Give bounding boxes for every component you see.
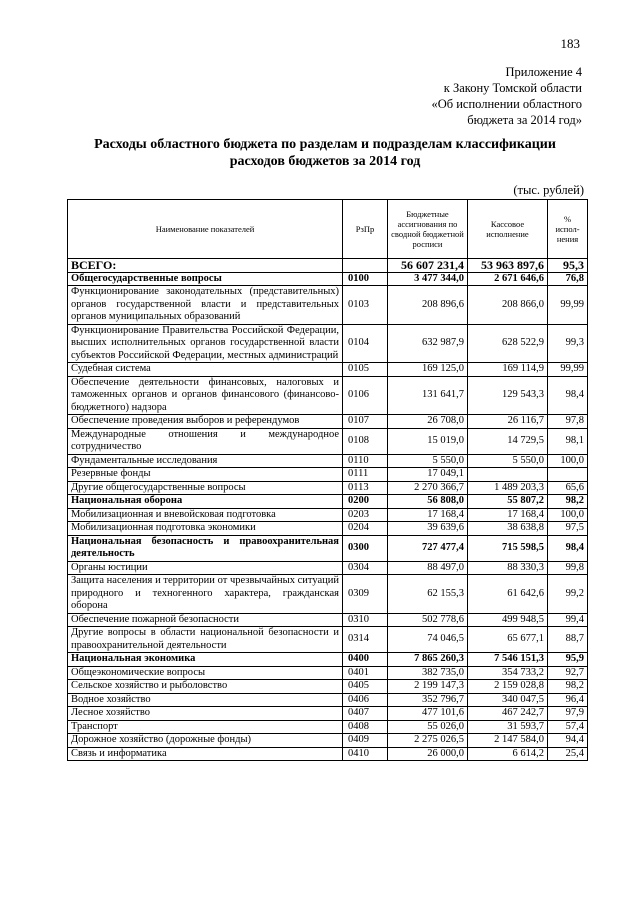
table-row [68,535,588,561]
cell-assigned: 352 796,7 [388,693,468,707]
cell-cash [468,468,548,482]
cell-code: 0104 [343,324,388,363]
cell-percent: 96,4 [548,693,588,707]
cell-assigned: 477 101,6 [388,707,468,721]
header-cash: Кассовое исполнение [468,200,548,259]
cell-cash: 208 866,0 [468,286,548,325]
cell-code: 0111 [343,468,388,482]
cell-assigned: 55 026,0 [388,720,468,734]
title-line: Расходы областного бюджета по разделам и подразделам классификации [94,137,556,152]
title-line: расходов бюджетов за 2014 год [229,154,421,169]
cell-cash: 17 168,4 [468,508,548,522]
cell-assigned: 74 046,5 [388,627,468,653]
cell-percent: 99,99 [548,286,588,325]
cell-name: Водное хозяйство [68,693,343,707]
table-row [68,561,588,575]
cell-name: Лесное хозяйство [68,707,343,721]
appendix-line: бюджета за 2014 год» [467,113,582,127]
cell-code: 0107 [343,415,388,429]
table-header-row [68,200,588,259]
units-label: (тыс. рублей) [513,183,584,197]
cell-assigned: 26 708,0 [388,415,468,429]
cell-percent: 99,4 [548,613,588,627]
cell-name: Связь и информатика [68,747,343,761]
appendix-line: «Об исполнении областного [431,97,582,111]
cell-name: Функционирование Правительства Российской Федерации, высших исполнительных органов государственной власти субъектов Российской Федерации, местных администраций [68,324,343,363]
cell-name: Мобилизационная и вневойсковая подготовка [68,508,343,522]
cell-percent: 97,9 [548,707,588,721]
cell-name: Национальная оборона [68,495,343,509]
table-row [68,415,588,429]
cell-cash: 7 546 151,3 [468,653,548,667]
table-row [68,747,588,761]
cell-code: 0103 [343,286,388,325]
table-row [68,734,588,748]
cell-code: 0203 [343,508,388,522]
cell-percent: 65,6 [548,481,588,495]
cell-code: 0407 [343,707,388,721]
cell-code: 0310 [343,613,388,627]
cell-name: Общеэкономические вопросы [68,666,343,680]
cell-cash: 38 638,8 [468,522,548,536]
table-row [68,259,588,273]
cell-cash: 5 550,0 [468,454,548,468]
cell-assigned: 502 778,6 [388,613,468,627]
cell-code: 0400 [343,653,388,667]
cell-percent: 97,5 [548,522,588,536]
cell-percent: 98,4 [548,376,588,415]
table-row [68,613,588,627]
cell-cash: 2 147 584,0 [468,734,548,748]
cell-code: 0405 [343,680,388,694]
cell-code: 0100 [343,272,388,286]
cell-cash: 340 047,5 [468,693,548,707]
table-row [68,468,588,482]
table-row [68,376,588,415]
cell-code: 0110 [343,454,388,468]
cell-cash: 6 614,2 [468,747,548,761]
cell-code: 0200 [343,495,388,509]
cell-cash: 55 807,2 [468,495,548,509]
table-row [68,428,588,454]
cell-percent: 99,3 [548,324,588,363]
cell-name: Другие общегосударственные вопросы [68,481,343,495]
cell-percent: 95,9 [548,653,588,667]
cell-cash: 61 642,6 [468,575,548,614]
cell-assigned: 17 049,1 [388,468,468,482]
cell-percent: 98,4 [548,535,588,561]
cell-assigned: 7 865 260,3 [388,653,468,667]
cell-cash: 628 522,9 [468,324,548,363]
cell-cash: 467 242,7 [468,707,548,721]
table-row [68,522,588,536]
cell-code: 0106 [343,376,388,415]
cell-assigned: 727 477,4 [388,535,468,561]
cell-assigned: 2 199 147,3 [388,680,468,694]
document-title [60,136,590,170]
cell-percent: 97,8 [548,415,588,429]
cell-assigned: 56 607 231,4 [388,259,468,273]
cell-percent: 98,2 [548,495,588,509]
cell-code: 0410 [343,747,388,761]
cell-name: Другие вопросы в области национальной безопасности и правоохранительной деятельности [68,627,343,653]
cell-code: 0309 [343,575,388,614]
cell-name: Обеспечение деятельности финансовых, налоговых и таможенных органов и органов финансового (финансово-бюджетного) надзора [68,376,343,415]
table-row [68,363,588,377]
header-name: Наименование показателей [68,200,343,259]
cell-code: 0105 [343,363,388,377]
cell-percent: 76,8 [548,272,588,286]
table-row [68,627,588,653]
cell-code: 0108 [343,428,388,454]
cell-cash: 1 489 203,3 [468,481,548,495]
cell-percent [548,468,588,482]
appendix-line: Приложение 4 [505,65,582,79]
cell-assigned: 62 155,3 [388,575,468,614]
cell-assigned: 169 125,0 [388,363,468,377]
cell-name: Судебная система [68,363,343,377]
table-row [68,693,588,707]
cell-cash: 88 330,3 [468,561,548,575]
cell-name: Национальная экономика [68,653,343,667]
cell-name: Международные отношения и международное сотрудничество [68,428,343,454]
cell-assigned: 3 477 344,0 [388,272,468,286]
cell-name: Органы юстиции [68,561,343,575]
cell-code: 0408 [343,720,388,734]
cell-assigned: 56 808,0 [388,495,468,509]
cell-name: Транспорт [68,720,343,734]
cell-name: Дорожное хозяйство (дорожные фонды) [68,734,343,748]
cell-name: Сельское хозяйство и рыболовство [68,680,343,694]
cell-percent: 98,1 [548,428,588,454]
cell-name: Функционирование законодательных (представительных) органов государственной власти и представительных органов муниципальных образований [68,286,343,325]
cell-code: 0314 [343,627,388,653]
cell-cash: 65 677,1 [468,627,548,653]
cell-name: Мобилизационная подготовка экономики [68,522,343,536]
cell-code [343,259,388,273]
header-assigned: Бюджетные ассигнования по сводной бюджетной росписи [388,200,468,259]
cell-percent: 25,4 [548,747,588,761]
table-row [68,666,588,680]
table-row [68,720,588,734]
cell-cash: 2 159 028,8 [468,680,548,694]
cell-percent: 88,7 [548,627,588,653]
cell-assigned: 5 550,0 [388,454,468,468]
table-row [68,481,588,495]
page-number: 183 [560,36,580,51]
table-row [68,324,588,363]
cell-name: Обеспечение проведения выборов и референдумов [68,415,343,429]
cell-cash: 169 114,9 [468,363,548,377]
cell-name: Резервные фонды [68,468,343,482]
cell-assigned: 131 641,7 [388,376,468,415]
cell-assigned: 208 896,6 [388,286,468,325]
cell-assigned: 17 168,4 [388,508,468,522]
cell-cash: 53 963 897,6 [468,259,548,273]
cell-name: Национальная безопасность и правоохранительная деятельность [68,535,343,561]
cell-assigned: 382 735,0 [388,666,468,680]
cell-percent: 57,4 [548,720,588,734]
cell-name: Обеспечение пожарной безопасности [68,613,343,627]
cell-percent: 92,7 [548,666,588,680]
table-row [68,508,588,522]
header-percent: % испол-нения [548,200,588,259]
table-row [68,454,588,468]
table-row [68,653,588,667]
cell-percent: 94,4 [548,734,588,748]
cell-code: 0204 [343,522,388,536]
cell-assigned: 15 019,0 [388,428,468,454]
cell-assigned: 2 275 026,5 [388,734,468,748]
appendix-note [431,64,582,128]
table-row [68,495,588,509]
cell-code: 0409 [343,734,388,748]
table-row [68,272,588,286]
cell-percent: 95,3 [548,259,588,273]
cell-cash: 14 729,5 [468,428,548,454]
cell-name: Общегосударственные вопросы [68,272,343,286]
appendix-line: к Закону Томской области [443,81,582,95]
cell-name: ВСЕГО: [68,259,343,273]
table-body [68,259,588,761]
cell-percent: 99,8 [548,561,588,575]
cell-cash: 499 948,5 [468,613,548,627]
table-row [68,707,588,721]
cell-code: 0401 [343,666,388,680]
cell-assigned: 39 639,6 [388,522,468,536]
cell-cash: 31 593,7 [468,720,548,734]
cell-name: Защита населения и территории от чрезвычайных ситуаций природного и техногенного характера, гражданская оборона [68,575,343,614]
cell-percent: 99,99 [548,363,588,377]
expenses-table [67,199,588,761]
cell-code: 0113 [343,481,388,495]
cell-code: 0304 [343,561,388,575]
cell-assigned: 2 270 366,7 [388,481,468,495]
header-code: РзПр [343,200,388,259]
cell-cash: 2 671 646,6 [468,272,548,286]
cell-percent: 100,0 [548,454,588,468]
cell-assigned: 26 000,0 [388,747,468,761]
cell-assigned: 632 987,9 [388,324,468,363]
cell-percent: 100,0 [548,508,588,522]
cell-percent: 99,2 [548,575,588,614]
cell-code: 0406 [343,693,388,707]
table-row [68,680,588,694]
cell-assigned: 88 497,0 [388,561,468,575]
cell-cash: 129 543,3 [468,376,548,415]
cell-cash: 715 598,5 [468,535,548,561]
table-row [68,286,588,325]
cell-cash: 26 116,7 [468,415,548,429]
table-row [68,575,588,614]
cell-name: Фундаментальные исследования [68,454,343,468]
cell-code: 0300 [343,535,388,561]
cell-percent: 98,2 [548,680,588,694]
cell-cash: 354 733,2 [468,666,548,680]
